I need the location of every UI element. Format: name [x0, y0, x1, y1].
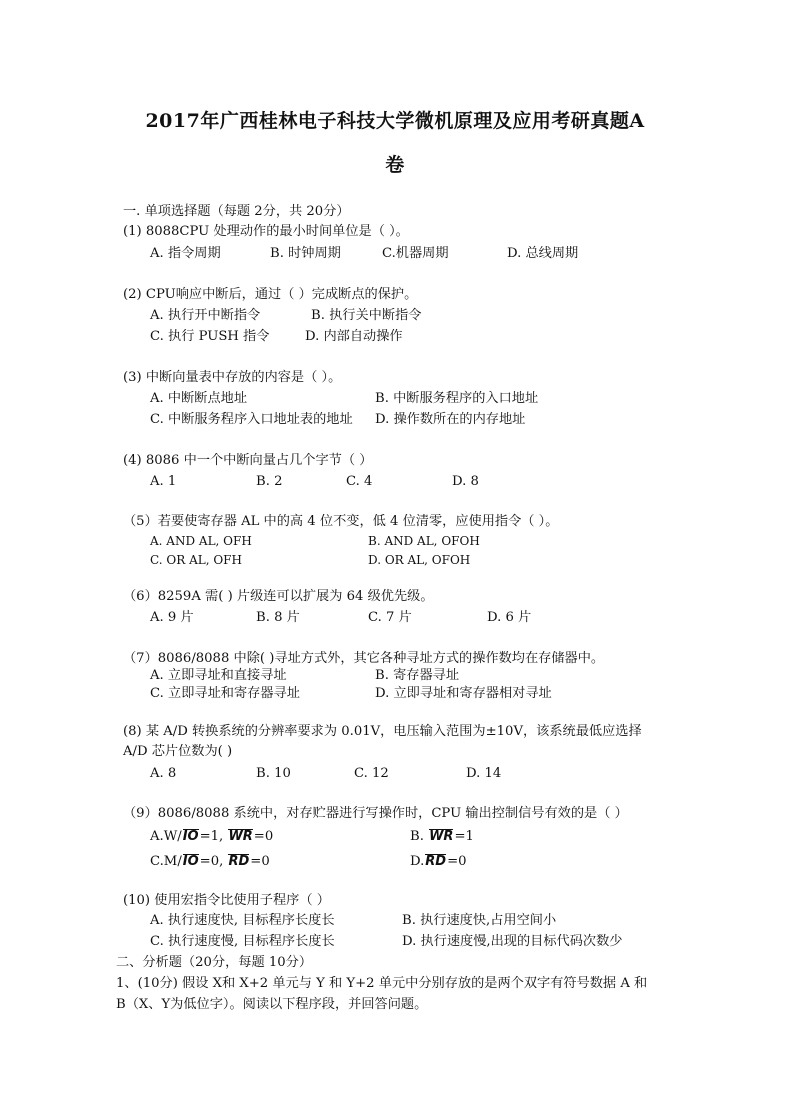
section-heading-2: 二、分析题（20分，每题 10分）: [116, 955, 313, 970]
question-4-option-d: D. 8: [452, 474, 479, 489]
io-overline-signal: IO: [182, 854, 199, 869]
question-2-option-b: B. 执行关中断指令: [311, 308, 422, 323]
question-3-option-d: D. 操作数所在的内存地址: [375, 412, 526, 427]
q9-a-mid: =1,: [199, 829, 228, 844]
question-8-option-d: D. 14: [466, 766, 502, 781]
q9-c-prefix: C.M/: [150, 854, 182, 869]
question-1-option-b: B. 时钟周期: [270, 246, 341, 261]
wr-overline-signal: WR: [228, 829, 253, 844]
question-6-option-c: C. 7 片: [368, 610, 412, 625]
question-5-stem: （5）若要使寄存器 AL 中的高 4 位不变，低 4 位清零，应使用指令（ ）。: [123, 514, 559, 529]
question-6-option-a: A. 9 片: [150, 610, 194, 625]
q9-a-post: =0: [253, 829, 274, 844]
question-9-option-c: [150, 854, 270, 870]
q9-b-post: =1: [454, 829, 474, 844]
question-7-option-c: C. 立即寻址和寄存器寻址: [150, 686, 300, 701]
question-2-option-a: A. 执行开中断指令: [150, 308, 261, 323]
question-10-option-a: A. 执行速度快, 目标程序长度长: [150, 913, 335, 928]
question-2-option-d: D. 内部自动操作: [305, 329, 403, 344]
question-1-option-d: D. 总线周期: [507, 246, 579, 261]
question-10-option-d: D. 执行速度慢,出现的目标代码次数少: [402, 934, 623, 949]
q9-a-prefix: A.W/: [150, 829, 182, 844]
question-8-option-c: C. 12: [354, 766, 389, 781]
question-10-option-c: C. 执行速度慢, 目标程序长度长: [150, 934, 335, 949]
question-10-stem: (10) 使用宏指令比使用子程序（ ）: [123, 893, 330, 908]
question-10-option-b: B. 执行速度快,占用空间小: [402, 913, 557, 928]
question-5-option-b: B. AND AL, OFOH: [368, 534, 480, 548]
page-title-line2: 卷: [385, 154, 405, 176]
q9-c-mid: =0,: [199, 854, 228, 869]
question-4-option-b: B. 2: [256, 474, 283, 489]
question-9-stem: （9）8086/8088 系统中，对存贮器进行写操作时，CPU 输出控制信号有效的是（ ）: [123, 806, 628, 821]
rd-overline-signal: RD: [425, 854, 447, 869]
q9-d-prefix: D.: [410, 854, 425, 869]
question-6-option-b: B. 8 片: [256, 610, 300, 625]
section-heading-1: 一. 单项选择题（每题 2分，共 20分）: [123, 204, 350, 219]
question-3-option-a: A. 中断断点地址: [150, 391, 248, 406]
question-4-option-c: C. 4: [346, 474, 373, 489]
question-5-option-c: C. OR AL, OFH: [150, 553, 242, 567]
question-3-option-b: B. 中断服务程序的入口地址: [375, 391, 539, 406]
q9-c-post: =0: [250, 854, 270, 869]
question-8-stem-line2: A/D 芯片位数为( ): [123, 744, 233, 759]
rd-overline-signal: RD: [228, 854, 250, 869]
question-9-option-b: [410, 829, 474, 845]
question-5-option-a: A. AND AL, OFH: [150, 534, 252, 548]
question-8-option-a: A. 8: [150, 766, 177, 781]
question-7-option-a: A. 立即寻址和直接寻址: [150, 668, 287, 683]
question-9-option-a: [150, 829, 273, 845]
question-6-stem: （6）8259A 需( ) 片级连可以扩展为 64 级优先级。: [123, 589, 434, 604]
question-2-option-c: C. 执行 PUSH 指令: [150, 329, 270, 344]
question-9-option-d: [410, 854, 467, 870]
q9-b-prefix: B.: [410, 829, 429, 844]
io-overline-signal: IO: [182, 829, 199, 844]
question-8-stem-line1: (8) 某 A/D 转换系统的分辨率要求为 0.01V，电压输入范围为±10V，该系统最低应选择: [123, 724, 642, 739]
question-1-stem: (1) 8088CPU 处理动作的最小时间单位是（ ）。: [123, 224, 409, 239]
question-7-stem: （7）8086/8088 中除( )寻址方式外，其它各种寻址方式的操作数均在存储器中。: [123, 651, 605, 666]
page-title-line1: 2017年广西桂林电子科技大学微机原理及应用考研真题A: [145, 110, 645, 132]
question-5-option-d: D. OR AL, OFOH: [368, 553, 471, 567]
q9-d-post: =0: [447, 854, 467, 869]
question-1-option-c: C.机器周期: [382, 246, 449, 261]
question-3-option-c: C. 中断服务程序入口地址表的地址: [150, 412, 353, 427]
question-6-option-d: D. 6 片: [487, 610, 532, 625]
question-3-stem: (3) 中断向量表中存放的内容是（ ）。: [123, 370, 342, 385]
question-4-stem: (4) 8086 中一个中断向量占几个字节（ ）: [123, 453, 373, 468]
question-2-stem: (2) CPU响应中断后，通过（ ）完成断点的保护。: [123, 287, 418, 302]
question-4-option-a: A. 1: [150, 474, 177, 489]
wr-overline-signal: WR: [429, 829, 454, 844]
question-8-option-b: B. 10: [256, 766, 291, 781]
problem-1-line1: 1、(10分) 假设 X和 X+2 单元与 Y 和 Y+2 单元中分别存放的是两个双字有符号数据 A 和: [116, 976, 648, 991]
question-7-option-b: B. 寄存器寻址: [375, 668, 460, 683]
question-1-option-a: A. 指令周期: [150, 246, 221, 261]
problem-1-line2: B（X、Y为低位字）。阅读以下程序段，并回答问题。: [116, 997, 428, 1012]
question-7-option-d: D. 立即寻址和寄存器相对寻址: [375, 686, 552, 701]
